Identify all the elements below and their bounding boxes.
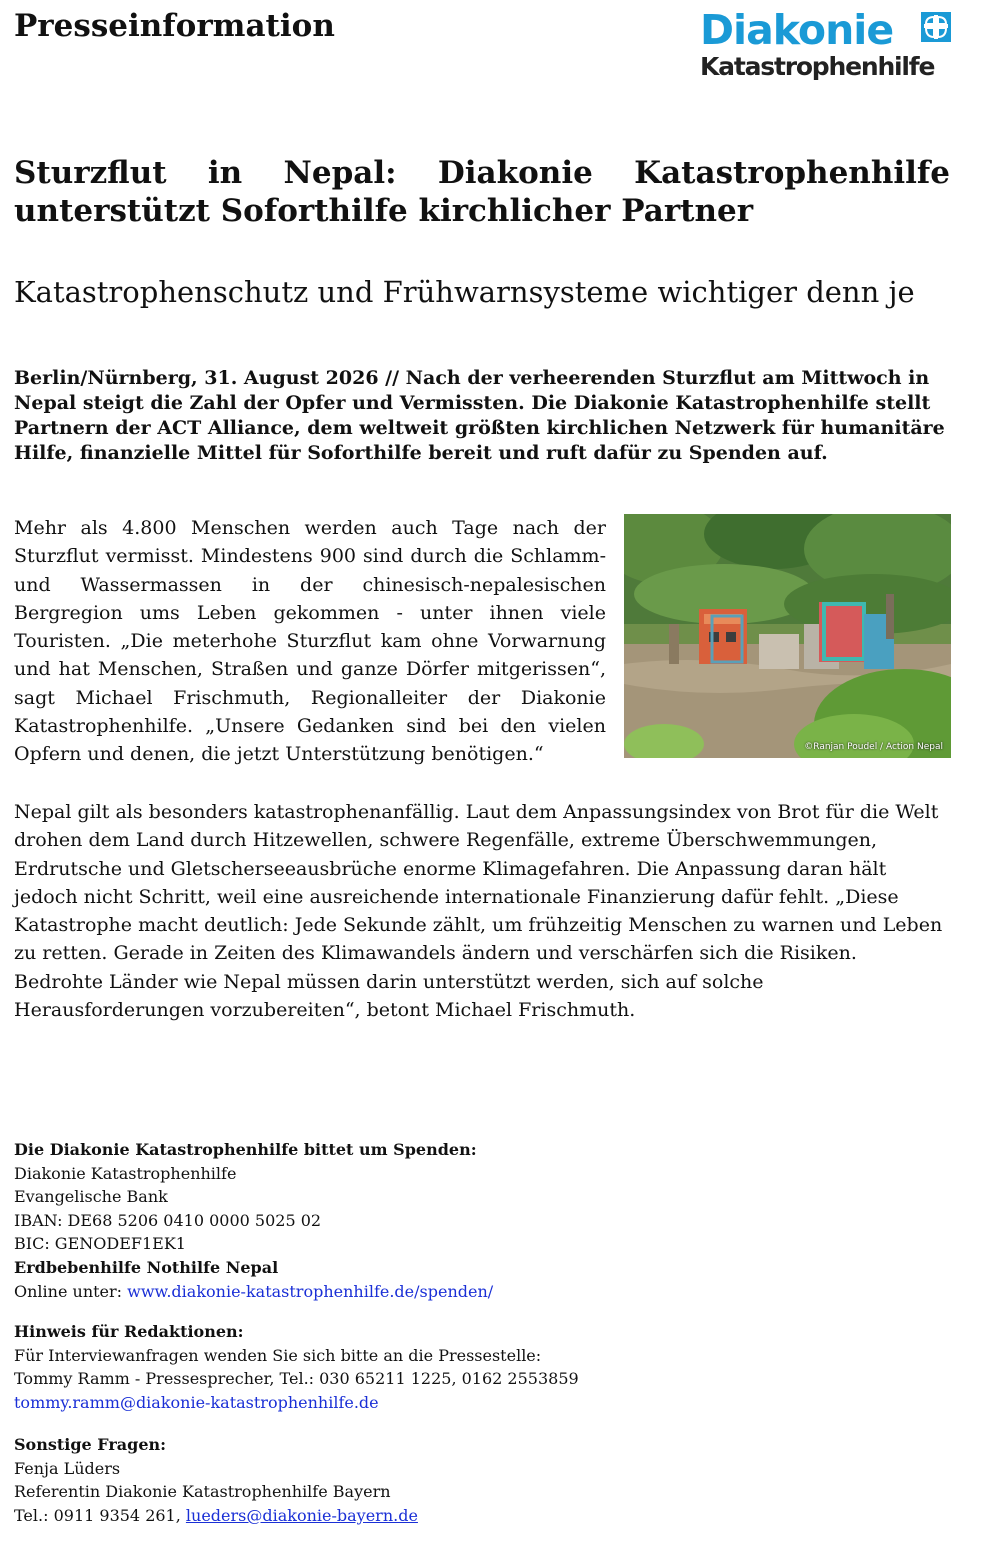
questions-email-link[interactable]: lueders@diakonie-bayern.de — [185, 1505, 418, 1525]
body-paragraph-1: Mehr als 4.800 Menschen werden auch Tage nach der Sturzflut vermisst. Mindestens 900 sind durch die Schlamm- und Wassermassen in der chinesisch-nepalesischen Bergregion ums Leben gekommen - unter ihnen viele Touristen. „Die meterhohe Sturzflut kam ohne Vorwarnung und hat Menschen, Straßen und ganze Dörfer mitgerissen“, sagt Michael Frischmuth, Regionalleiter der Diakonie Katastrophenhilfe. „Unsere Gedanken sind bei den vielen Opfern und denen, die jetzt Unterstützung benötigen.“ — [14, 517, 606, 766]
donation-recipient: Diakonie Katastrophenhilfe — [14, 1163, 237, 1183]
logo-line-1: Diakonie — [700, 6, 894, 54]
donation-online — [14, 1280, 914, 1304]
donation-bank: Evangelische Bank — [14, 1187, 168, 1207]
logo-line-2: Katastrophenhilfe — [700, 52, 935, 81]
donation-info — [14, 1138, 914, 1303]
questions-tel — [14, 1504, 914, 1528]
donation-iban: IBAN: DE68 5206 0410 0000 5025 02 — [14, 1210, 322, 1230]
other-questions — [14, 1433, 914, 1527]
flood-photo — [624, 514, 951, 758]
donation-bic: BIC: GENODEF1EK1 — [14, 1234, 186, 1254]
donation-keyword: Erdbebenhilfe Nothilfe Nepal — [14, 1257, 279, 1277]
editor-notice — [14, 1320, 914, 1414]
questions-tel-label: Tel.: 0911 9354 261, — [14, 1505, 186, 1525]
photo-credit: ©Ranjan Poudel / Action Nepal — [804, 742, 943, 752]
donation-online-label: Online unter: — [14, 1281, 128, 1301]
diakonie-logo — [700, 6, 952, 86]
header-label: Presseinformation — [14, 8, 335, 44]
subheadline: Katastrophenschutz und Frühwarnsysteme wichtiger denn je — [14, 275, 915, 309]
editor-line-1: Für Interviewanfragen wenden Sie sich bitte an die Pressestelle: — [14, 1345, 542, 1365]
questions-heading: Sonstige Fragen: — [14, 1435, 167, 1454]
questions-contact-name: Fenja Lüders — [14, 1458, 121, 1478]
questions-contact-role: Referentin Diakonie Katastrophenhilfe Bayern — [14, 1482, 391, 1502]
body-paragraph-2: Nepal gilt als besonders katastrophenanfällig. Laut dem Anpassungsindex von Brot für die Welt drohen dem Land durch Hitzewellen, schwere Regenfälle, extreme Überschwemmungen, Erdrutsche und Gletscherseeausbrüche enorme Klimagefahren. Die Anpassung daran hält jedoch nicht Schritt, weil eine ausreichende internationale Finanzierung dafür fehlt. „Diese Katastrophe macht deutlich: Jede Sekunde zählt, um frühzeitig Menschen zu warnen und Leben zu retten. Gerade in Zeiten des Klimawandels ändern und verschärfen sich die Risiken. Bedrohte Länder wie Nepal müssen darin unterstützt werden, sich auf solche Herausforderungen vorzubereiten“, betont Michael Frischmuth. — [14, 801, 943, 1022]
donation-heading: Die Diakonie Katastrophenhilfe bittet um Spenden: — [14, 1140, 477, 1159]
editor-heading: Hinweis für Redaktionen: — [14, 1322, 244, 1341]
diakonie-cross-icon — [921, 12, 951, 42]
editor-contact: Tommy Ramm - Pressesprecher, Tel.: 030 65211 1225, 0162 2553859 — [14, 1369, 579, 1389]
flood-photo-image — [624, 514, 951, 758]
donation-link[interactable]: www.diakonie-katastrophenhilfe.de/spenden/ — [127, 1281, 494, 1301]
editor-email-link[interactable]: tommy.ramm@diakonie-katastrophenhilfe.de — [14, 1392, 379, 1412]
lead-paragraph: Berlin/Nürnberg, 31. August 2026 // Nach der verheerenden Sturzflut am Mittwoch in Nepal steigt die Zahl der Opfer und Vermissten. Die Diakonie Katastrophenhilfe stellt Partnern der ACT Alliance, dem weltweit größten kirchlichen Netzwerk für humanitäre Hilfe, finanzielle Mittel für Soforthilfe bereit und ruft dafür zu Spenden auf. — [14, 367, 945, 464]
headline: Sturzflut in Nepal: Diakonie Katastrophenhilfe unterstützt Soforthilfe kirchlicher Partner — [14, 155, 950, 229]
